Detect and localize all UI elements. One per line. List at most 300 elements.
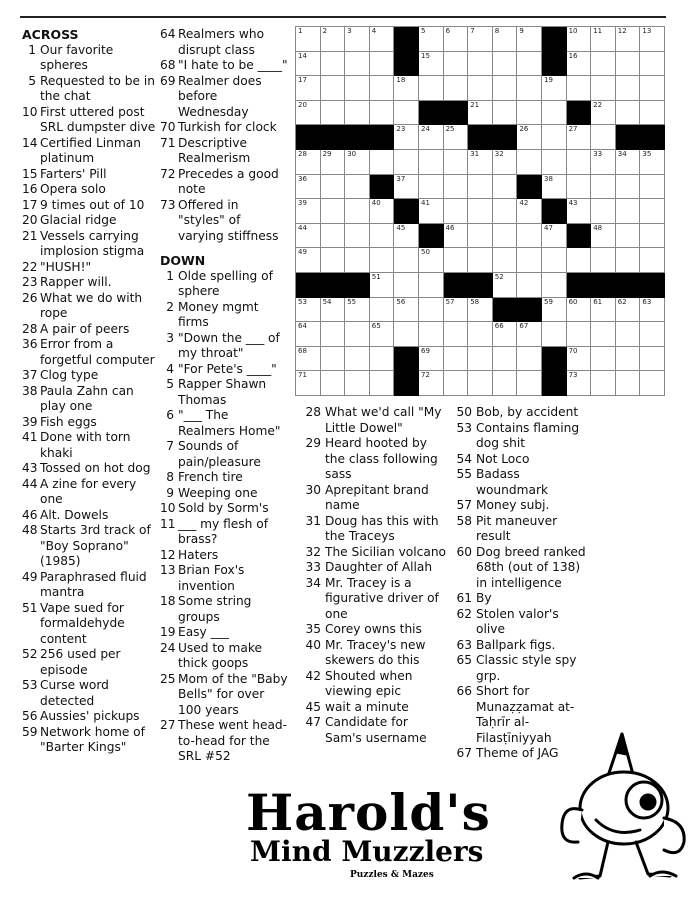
- grid-cell[interactable]: [640, 248, 665, 273]
- grid-cell[interactable]: [370, 76, 395, 101]
- grid-cell[interactable]: [296, 199, 321, 224]
- cell-number: 17: [298, 76, 307, 85]
- cell-number: 63: [642, 297, 652, 306]
- grid-cell[interactable]: [591, 224, 616, 249]
- clue-text: A zine for every one: [40, 476, 137, 506]
- clue-number: 21: [22, 228, 38, 243]
- grid-cell[interactable]: [444, 52, 469, 77]
- grid-cell[interactable]: [321, 224, 346, 249]
- clue-item: [449, 452, 589, 468]
- grid-cell[interactable]: [444, 27, 469, 52]
- cell-number: 1: [298, 27, 303, 35]
- grid-cell[interactable]: [591, 76, 616, 101]
- grid-cell[interactable]: [419, 199, 444, 224]
- cell-number: 10: [568, 27, 578, 35]
- grid-cell[interactable]: [296, 347, 321, 372]
- clue-text: By: [476, 591, 492, 605]
- grid-cell[interactable]: [640, 150, 665, 175]
- cell-number: 53: [298, 297, 307, 306]
- grid-cell[interactable]: [444, 175, 469, 200]
- grid-cell[interactable]: [517, 76, 542, 101]
- grid-cell[interactable]: [542, 175, 567, 200]
- grid-cell[interactable]: [296, 101, 321, 126]
- clue-text: A pair of peers: [40, 321, 130, 336]
- grid-cell[interactable]: [493, 371, 518, 396]
- grid-cell[interactable]: [591, 150, 616, 175]
- clue-item: [296, 715, 446, 746]
- cell-number: 16: [568, 51, 578, 60]
- grid-cell[interactable]: [345, 298, 370, 323]
- grid-cell[interactable]: [567, 199, 592, 224]
- grid-cell[interactable]: [444, 322, 469, 347]
- clue-item: [22, 415, 156, 431]
- grid-cell[interactable]: [345, 371, 370, 396]
- cell-number: 12: [617, 27, 627, 35]
- grid-cell[interactable]: [640, 76, 665, 101]
- grid-cell[interactable]: [616, 150, 641, 175]
- clue-text: Heard hooted by the class following sass: [325, 436, 438, 481]
- grid-cell[interactable]: [468, 347, 493, 372]
- grid-cell[interactable]: [394, 150, 419, 175]
- grid-cell[interactable]: [394, 298, 419, 323]
- cell-number: 56: [396, 297, 406, 306]
- clue-number: 2: [166, 299, 174, 314]
- cell-number: 32: [494, 150, 504, 158]
- clue-number: 26: [22, 290, 38, 305]
- clue-text: Contains flaming dog shit: [476, 420, 580, 450]
- grid-cell[interactable]: [370, 150, 395, 175]
- grid-cell[interactable]: [419, 150, 444, 175]
- grid-block: [616, 273, 641, 298]
- grid-block: [493, 125, 518, 150]
- cell-number: 45: [396, 223, 406, 232]
- grid-block: [345, 273, 370, 298]
- grid-cell[interactable]: [321, 248, 346, 273]
- grid-cell[interactable]: [567, 347, 592, 372]
- grid-cell[interactable]: [321, 199, 346, 224]
- grid-cell[interactable]: [567, 248, 592, 273]
- grid-cell[interactable]: [616, 371, 641, 396]
- cell-number: 18: [396, 76, 406, 85]
- grid-cell[interactable]: [345, 224, 370, 249]
- grid-cell[interactable]: [517, 52, 542, 77]
- cell-number: 31: [470, 150, 480, 158]
- clue-text: What we'd call "My Little Dowel": [325, 405, 442, 435]
- grid-cell[interactable]: [444, 150, 469, 175]
- grid-cell[interactable]: [419, 371, 444, 396]
- grid-cell[interactable]: [394, 322, 419, 347]
- grid-cell[interactable]: [567, 371, 592, 396]
- grid-cell[interactable]: [591, 248, 616, 273]
- grid-cell[interactable]: [542, 248, 567, 273]
- grid-cell[interactable]: [567, 298, 592, 323]
- grid-cell[interactable]: [345, 248, 370, 273]
- clue-item: [296, 700, 446, 716]
- clue-item: [160, 470, 288, 486]
- grid-cell[interactable]: [394, 175, 419, 200]
- grid-cell[interactable]: [444, 199, 469, 224]
- grid-cell[interactable]: [640, 52, 665, 77]
- across-clue-list-continued: [160, 27, 288, 244]
- grid-cell[interactable]: [640, 175, 665, 200]
- grid-cell[interactable]: [370, 273, 395, 298]
- cell-number: 20: [298, 100, 307, 109]
- clue-text: What we do with rope: [40, 290, 143, 320]
- grid-block: [394, 52, 419, 77]
- grid-cell[interactable]: [493, 27, 518, 52]
- grid-cell[interactable]: [394, 76, 419, 101]
- clue-item: [160, 501, 288, 517]
- grid-cell[interactable]: [616, 322, 641, 347]
- grid-cell[interactable]: [591, 347, 616, 372]
- grid-cell[interactable]: [296, 371, 321, 396]
- grid-cell[interactable]: [517, 199, 542, 224]
- grid-cell[interactable]: [370, 298, 395, 323]
- grid-cell[interactable]: [296, 76, 321, 101]
- clue-text: Mom of the "Baby Bells" for over 100 years: [178, 671, 288, 717]
- grid-cell[interactable]: [640, 199, 665, 224]
- grid-cell[interactable]: [370, 224, 395, 249]
- grid-cell[interactable]: [517, 27, 542, 52]
- grid-cell[interactable]: [493, 150, 518, 175]
- grid-cell[interactable]: [444, 371, 469, 396]
- grid-cell[interactable]: [640, 298, 665, 323]
- grid-cell[interactable]: [567, 150, 592, 175]
- grid-cell[interactable]: [468, 371, 493, 396]
- grid-cell[interactable]: [493, 76, 518, 101]
- grid-cell[interactable]: [567, 52, 592, 77]
- clue-item: [296, 514, 446, 545]
- clue-number: 16: [22, 182, 38, 196]
- clues-column-2: [160, 27, 288, 765]
- grid-cell[interactable]: [542, 298, 567, 323]
- grid-cell[interactable]: [468, 150, 493, 175]
- grid-cell[interactable]: [616, 52, 641, 77]
- grid-cell[interactable]: [296, 27, 321, 52]
- clue-item: [22, 291, 156, 322]
- grid-cell[interactable]: [444, 248, 469, 273]
- grid-cell[interactable]: [419, 298, 444, 323]
- clue-text: Done with torn khaki: [40, 430, 131, 460]
- grid-cell[interactable]: [321, 150, 346, 175]
- grid-cell[interactable]: [370, 27, 395, 52]
- grid-cell[interactable]: [517, 322, 542, 347]
- grid-cell[interactable]: [296, 224, 321, 249]
- grid-block: [394, 27, 419, 52]
- grid-cell[interactable]: [517, 371, 542, 396]
- clue-text: Corey owns this: [325, 622, 422, 636]
- clue-item: [449, 545, 589, 592]
- grid-cell[interactable]: [468, 52, 493, 77]
- grid-cell[interactable]: [468, 175, 493, 200]
- grid-cell[interactable]: [517, 101, 542, 126]
- clue-number: 70: [160, 120, 176, 134]
- clue-text: Network home of "Barter Kings": [40, 724, 145, 754]
- clue-number: 22: [22, 259, 38, 274]
- clue-number: 15: [22, 166, 38, 181]
- clue-number: 28: [305, 405, 321, 419]
- clue-text: Brian Fox's invention: [178, 563, 245, 593]
- grid-cell[interactable]: [493, 224, 518, 249]
- grid-cell[interactable]: [640, 224, 665, 249]
- grid-cell[interactable]: [444, 347, 469, 372]
- grid-cell[interactable]: [394, 224, 419, 249]
- grid-cell[interactable]: [591, 322, 616, 347]
- grid-cell[interactable]: [493, 347, 518, 372]
- clue-text: The Sicilian volcano: [325, 544, 446, 559]
- grid-block: [468, 273, 493, 298]
- grid-cell[interactable]: [616, 347, 641, 372]
- clue-text: Curse word detected: [40, 678, 109, 708]
- grid-cell[interactable]: [321, 347, 346, 372]
- grid-cell[interactable]: [493, 52, 518, 77]
- grid-cell[interactable]: [321, 298, 346, 323]
- clue-item: [22, 570, 156, 601]
- grid-cell[interactable]: [370, 347, 395, 372]
- clue-item: [449, 638, 589, 654]
- clue-item: [296, 483, 446, 514]
- grid-cell[interactable]: [517, 347, 542, 372]
- clue-text: Certified Linman platinum: [40, 135, 141, 165]
- clue-text: Dog breed ranked 68th (out of 138) in intelligence: [476, 544, 586, 590]
- grid-cell[interactable]: [616, 175, 641, 200]
- clue-item: [22, 508, 156, 524]
- clue-text: Shouted when viewing epic: [325, 668, 413, 698]
- grid-cell[interactable]: [591, 125, 616, 150]
- grid-cell[interactable]: [321, 27, 346, 52]
- grid-cell[interactable]: [542, 150, 567, 175]
- grid-cell[interactable]: [493, 248, 518, 273]
- clue-item: [296, 436, 446, 483]
- grid-cell[interactable]: [640, 27, 665, 52]
- grid-cell[interactable]: [370, 322, 395, 347]
- cell-number: 60: [568, 297, 578, 306]
- grid-cell[interactable]: [419, 76, 444, 101]
- clue-text: Aussies' pickups: [40, 709, 140, 723]
- grid-cell[interactable]: [419, 52, 444, 77]
- grid-block: [444, 101, 469, 126]
- grid-cell[interactable]: [517, 125, 542, 150]
- grid-cell[interactable]: [591, 371, 616, 396]
- down-clue-list-continued-2: [449, 405, 589, 762]
- clue-number: 5: [28, 73, 36, 88]
- grid-cell[interactable]: [321, 175, 346, 200]
- grid-cell[interactable]: [370, 101, 395, 126]
- grid-cell[interactable]: [468, 248, 493, 273]
- grid-cell[interactable]: [640, 347, 665, 372]
- clue-number: 46: [22, 507, 38, 522]
- grid-cell[interactable]: [468, 199, 493, 224]
- clue-text: Badass woundmark: [476, 467, 549, 497]
- grid-cell[interactable]: [616, 76, 641, 101]
- clue-item: [22, 167, 156, 183]
- clue-text: Stolen valor's olive: [476, 606, 559, 636]
- grid-cell[interactable]: [591, 199, 616, 224]
- clue-number: 31: [305, 513, 321, 528]
- top-rule: [20, 16, 666, 18]
- grid-cell[interactable]: [444, 224, 469, 249]
- grid-cell[interactable]: [370, 371, 395, 396]
- grid-cell[interactable]: [321, 76, 346, 101]
- grid-cell[interactable]: [321, 52, 346, 77]
- clue-number: 64: [160, 27, 176, 41]
- clues-column-3: [296, 405, 446, 746]
- clue-number: 11: [160, 516, 176, 531]
- grid-cell[interactable]: [370, 199, 395, 224]
- grid-cell[interactable]: [444, 125, 469, 150]
- grid-cell[interactable]: [345, 27, 370, 52]
- grid-cell[interactable]: [345, 101, 370, 126]
- grid-cell[interactable]: [345, 322, 370, 347]
- grid-cell[interactable]: [370, 248, 395, 273]
- grid-cell[interactable]: [345, 76, 370, 101]
- clue-text: 9 times out of 10: [40, 197, 145, 212]
- grid-cell[interactable]: [321, 322, 346, 347]
- clue-number: 9: [166, 485, 174, 500]
- grid-cell[interactable]: [616, 27, 641, 52]
- grid-cell[interactable]: [591, 27, 616, 52]
- grid-cell[interactable]: [567, 76, 592, 101]
- grid-cell[interactable]: [567, 27, 592, 52]
- grid-cell[interactable]: [517, 150, 542, 175]
- grid-cell[interactable]: [493, 175, 518, 200]
- clue-number: 10: [160, 501, 176, 515]
- grid-cell[interactable]: [419, 175, 444, 200]
- clue-item: [22, 601, 156, 648]
- grid-cell[interactable]: [419, 248, 444, 273]
- grid-block: [517, 298, 542, 323]
- grid-cell[interactable]: [296, 298, 321, 323]
- grid-cell[interactable]: [517, 248, 542, 273]
- clue-number: 42: [305, 668, 321, 683]
- grid-cell[interactable]: [370, 52, 395, 77]
- cell-number: 9: [519, 27, 524, 35]
- grid-cell[interactable]: [296, 52, 321, 77]
- grid-cell[interactable]: [591, 101, 616, 126]
- grid-cell[interactable]: [296, 322, 321, 347]
- grid-cell[interactable]: [468, 76, 493, 101]
- clue-item: [22, 368, 156, 384]
- grid-cell[interactable]: [616, 199, 641, 224]
- grid-cell[interactable]: [296, 150, 321, 175]
- grid-cell[interactable]: [640, 371, 665, 396]
- grid-cell[interactable]: [517, 273, 542, 298]
- cell-number: 72: [421, 371, 430, 380]
- grid-cell[interactable]: [616, 101, 641, 126]
- grid-cell[interactable]: [296, 175, 321, 200]
- clue-number: 6: [166, 408, 174, 422]
- grid-cell[interactable]: [468, 224, 493, 249]
- grid-block: [468, 125, 493, 150]
- clue-number: 14: [22, 135, 38, 150]
- grid-cell[interactable]: [468, 322, 493, 347]
- grid-cell[interactable]: [567, 322, 592, 347]
- clue-item: [160, 377, 288, 408]
- grid-cell[interactable]: [591, 175, 616, 200]
- grid-cell[interactable]: [419, 322, 444, 347]
- grid-cell[interactable]: [517, 224, 542, 249]
- grid-block: [370, 125, 395, 150]
- grid-cell[interactable]: [542, 101, 567, 126]
- grid-cell[interactable]: [616, 298, 641, 323]
- grid-cell[interactable]: [419, 273, 444, 298]
- grid-cell[interactable]: [419, 347, 444, 372]
- clue-item: [449, 467, 589, 498]
- grid-cell[interactable]: [616, 224, 641, 249]
- grid-cell[interactable]: [542, 125, 567, 150]
- clue-item: [160, 672, 288, 719]
- grid-cell[interactable]: [591, 298, 616, 323]
- grid-cell[interactable]: [493, 273, 518, 298]
- clue-item: [160, 486, 288, 502]
- grid-cell[interactable]: [542, 224, 567, 249]
- grid-cell[interactable]: [321, 371, 346, 396]
- grid-cell[interactable]: [321, 101, 346, 126]
- grid-cell[interactable]: [468, 27, 493, 52]
- clue-text: French tire: [178, 470, 243, 484]
- grid-cell[interactable]: [394, 125, 419, 150]
- clue-number: 55: [456, 467, 472, 481]
- grid-cell[interactable]: [345, 347, 370, 372]
- cell-number: 41: [421, 199, 430, 208]
- grid-cell[interactable]: [493, 322, 518, 347]
- grid-block: [321, 273, 346, 298]
- grid-cell[interactable]: [468, 101, 493, 126]
- grid-cell[interactable]: [493, 199, 518, 224]
- grid-cell[interactable]: [444, 298, 469, 323]
- grid-cell[interactable]: [296, 248, 321, 273]
- clue-item: [449, 514, 589, 545]
- grid-cell[interactable]: [419, 125, 444, 150]
- grid-cell[interactable]: [640, 322, 665, 347]
- clue-item: [296, 622, 446, 638]
- clue-number: 45: [305, 699, 321, 714]
- grid-cell[interactable]: [394, 273, 419, 298]
- grid-cell[interactable]: [444, 76, 469, 101]
- grid-cell[interactable]: [345, 52, 370, 77]
- cell-number: 40: [371, 199, 381, 208]
- clue-number: 48: [22, 523, 38, 537]
- clue-text: "HUSH!": [40, 259, 92, 274]
- cell-number: 3: [347, 27, 352, 35]
- grid-cell[interactable]: [567, 125, 592, 150]
- grid-block: [616, 125, 641, 150]
- grid-cell[interactable]: [419, 27, 444, 52]
- clue-text: Pit maneuver result: [476, 513, 558, 543]
- grid-cell[interactable]: [640, 101, 665, 126]
- grid-cell[interactable]: [345, 199, 370, 224]
- cell-number: 70: [568, 346, 578, 355]
- grid-cell[interactable]: [468, 298, 493, 323]
- grid-cell[interactable]: [394, 248, 419, 273]
- grid-cell[interactable]: [542, 273, 567, 298]
- grid-cell[interactable]: [542, 76, 567, 101]
- across-clue-list: [22, 43, 156, 756]
- clue-number: 56: [22, 709, 38, 723]
- cell-number: 34: [617, 150, 627, 158]
- grid-cell[interactable]: [345, 150, 370, 175]
- cell-number: 28: [298, 150, 307, 158]
- grid-cell[interactable]: [394, 101, 419, 126]
- grid-cell[interactable]: [493, 101, 518, 126]
- clue-text: Some string groups: [178, 594, 252, 624]
- grid-cell[interactable]: [542, 322, 567, 347]
- grid-cell[interactable]: [345, 175, 370, 200]
- grid-cell[interactable]: [567, 175, 592, 200]
- grid-cell[interactable]: [591, 52, 616, 77]
- cell-number: 29: [322, 150, 332, 158]
- grid-cell[interactable]: [616, 248, 641, 273]
